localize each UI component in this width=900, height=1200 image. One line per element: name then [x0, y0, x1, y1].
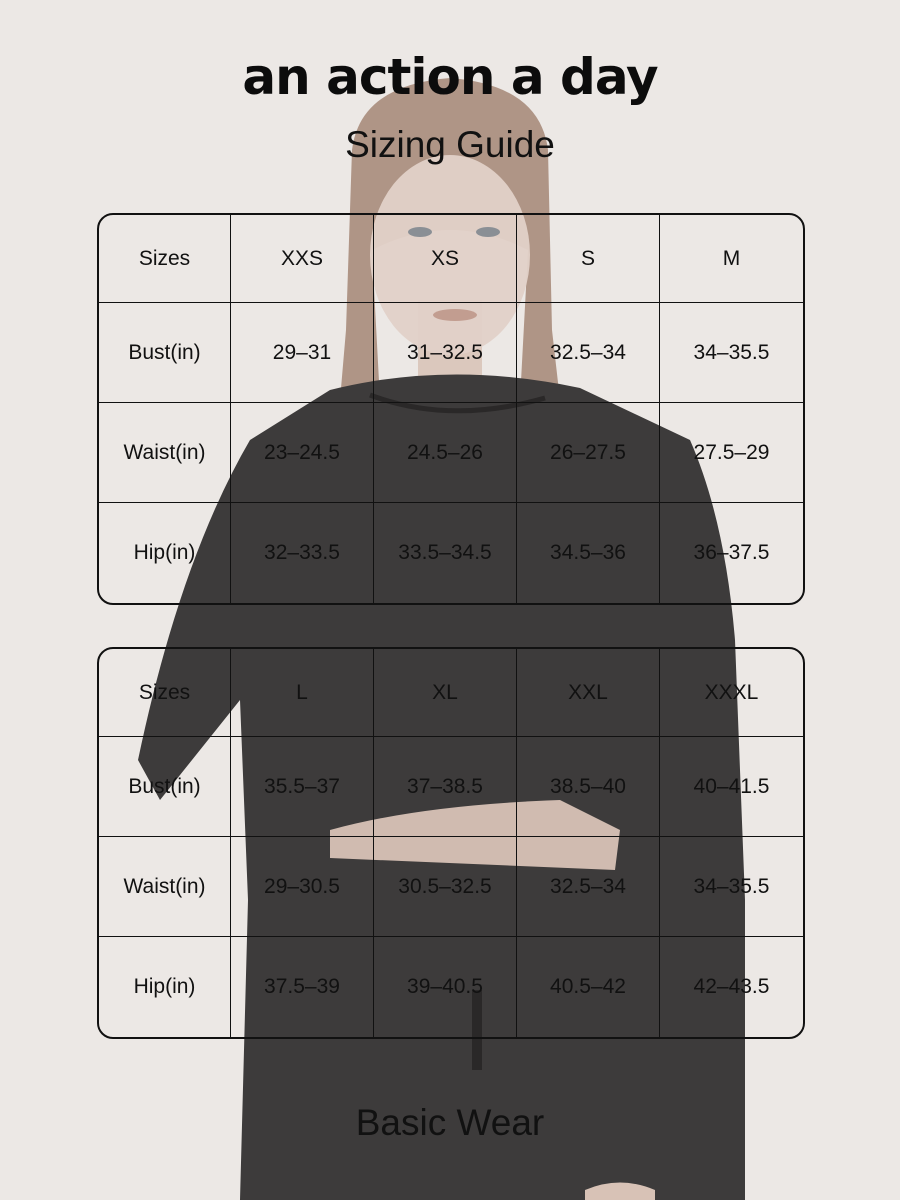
table-cell: 38.5–40	[517, 737, 660, 837]
header-cell: XXS	[231, 215, 374, 303]
table-row	[99, 837, 803, 937]
table-row	[99, 403, 803, 503]
header-cell: XS	[374, 215, 517, 303]
row-label: Waist(in)	[99, 403, 231, 503]
row-label: Hip(in)	[99, 503, 231, 603]
table-cell: 32.5–34	[517, 303, 660, 403]
table-row	[99, 737, 803, 837]
table-cell: 35.5–37	[231, 737, 374, 837]
table-cell: 32–33.5	[231, 503, 374, 603]
table-header-row	[99, 215, 803, 303]
table-cell: 33.5–34.5	[374, 503, 517, 603]
row-label: Hip(in)	[99, 937, 231, 1037]
table-cell: 29–30.5	[231, 837, 374, 937]
table-row	[99, 303, 803, 403]
table-cell: 29–31	[231, 303, 374, 403]
table-cell: 24.5–26	[374, 403, 517, 503]
row-label: Bust(in)	[99, 737, 231, 837]
table-cell: 32.5–34	[517, 837, 660, 937]
table-cell: 42–43.5	[693, 975, 770, 998]
size-table-small	[97, 213, 805, 605]
table-row	[99, 937, 803, 1037]
table-cell: 36–37.5	[693, 541, 770, 564]
page-title: Sizing Guide	[345, 124, 555, 165]
table-row	[99, 503, 803, 603]
table-cell: 40.5–42	[517, 937, 660, 1037]
table-cell: 30.5–32.5	[374, 837, 517, 937]
header-cell: XL	[374, 649, 517, 737]
table-cell: 27.5–29	[660, 403, 803, 503]
table-cell: 37.5–39	[231, 937, 374, 1037]
header-cell: Sizes	[99, 649, 231, 737]
header-cell: S	[517, 215, 660, 303]
table-cell: 40–41.5	[660, 737, 803, 837]
header-cell: M	[660, 215, 803, 303]
table-cell: 26–27.5	[517, 403, 660, 503]
table-cell: 23–24.5	[231, 403, 374, 503]
table-cell: 34–35.5	[660, 303, 803, 403]
brand-logo: an action a day	[242, 48, 658, 106]
row-label: Waist(in)	[99, 837, 231, 937]
table-cell: 37–38.5	[374, 737, 517, 837]
row-label: Bust(in)	[99, 303, 231, 403]
header-cell: XXL	[517, 649, 660, 737]
table-cell: 34.5–36	[517, 503, 660, 603]
header-cell: XXXL	[660, 649, 803, 737]
product-line-label: Basic Wear	[355, 1102, 545, 1143]
header-cell: Sizes	[99, 215, 231, 303]
table-cell: 39–40.5	[374, 937, 517, 1037]
table-cell: 31–32.5	[374, 303, 517, 403]
table-cell: 34–35.5	[660, 837, 803, 937]
size-table-large	[97, 647, 805, 1039]
table-header-row	[99, 649, 803, 737]
header-cell: L	[231, 649, 374, 737]
